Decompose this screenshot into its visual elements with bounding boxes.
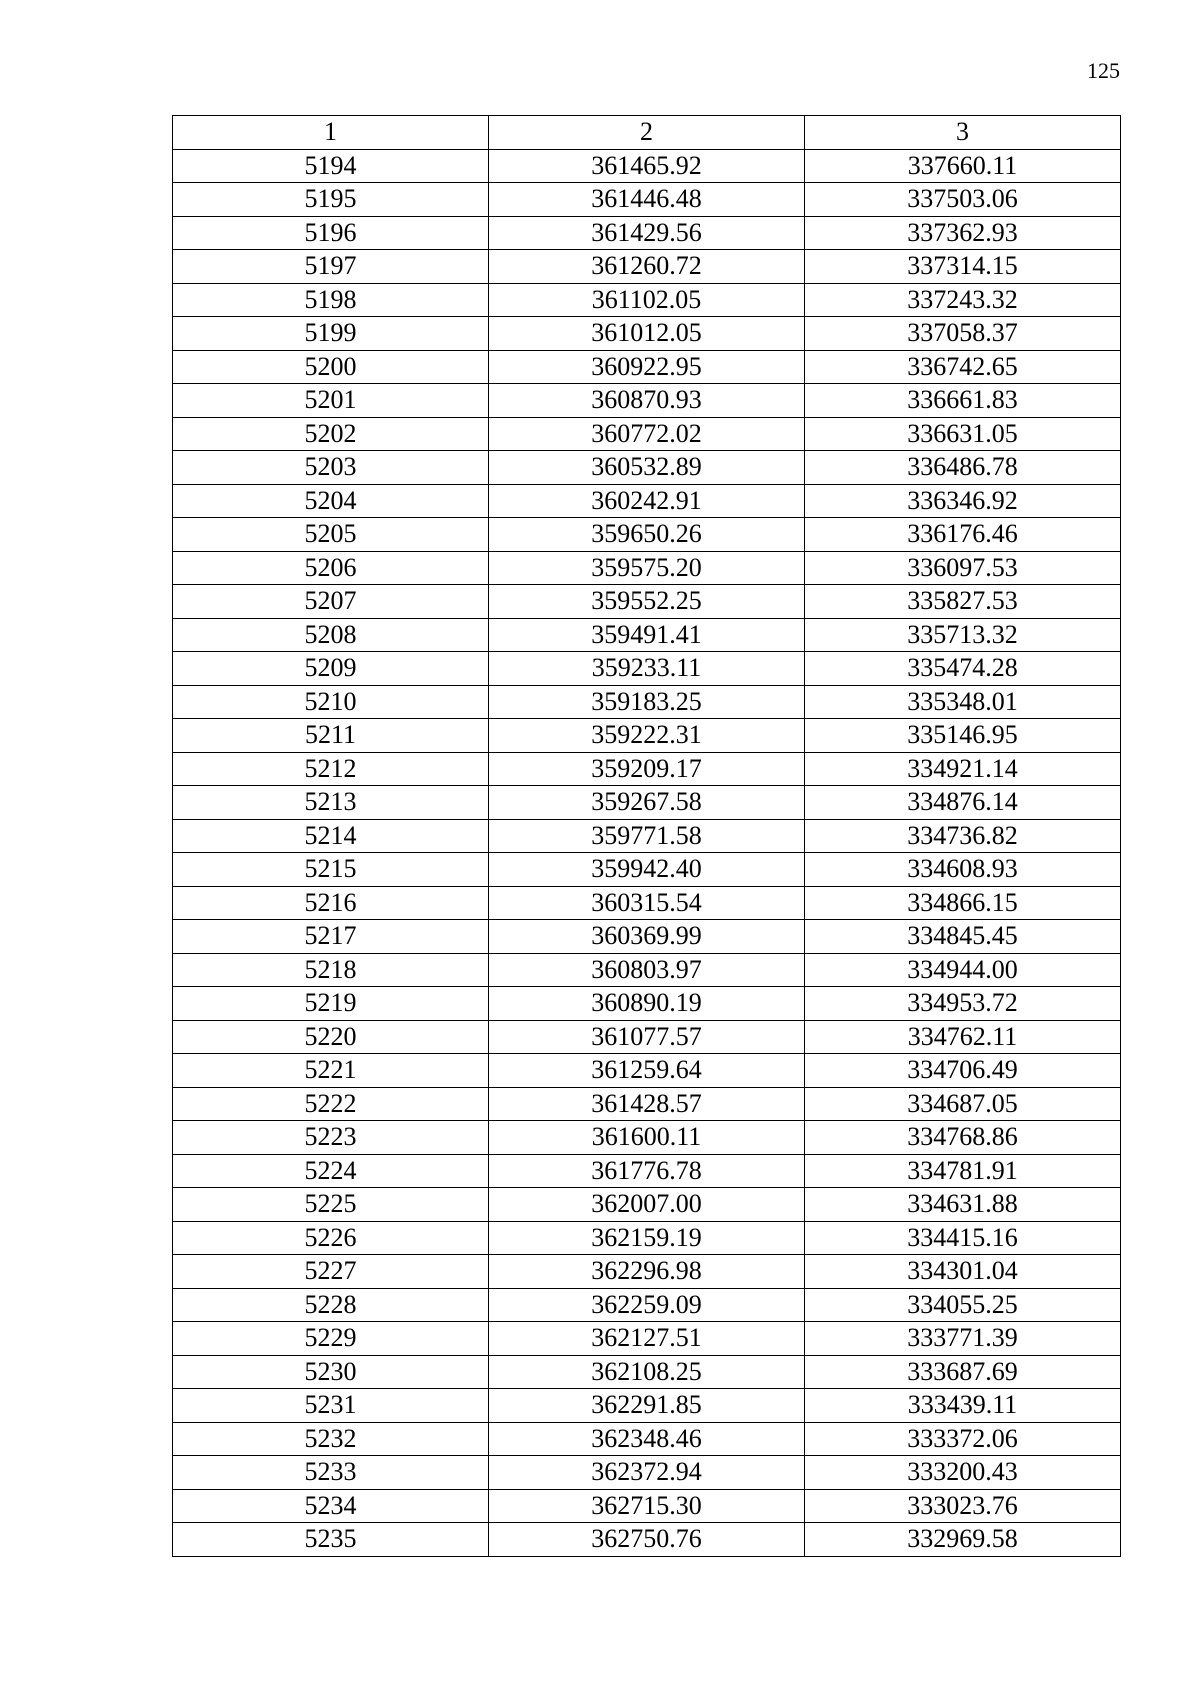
y-coordinate-cell: 334768.86	[805, 1121, 1121, 1155]
y-coordinate-cell: 333439.11	[805, 1389, 1121, 1423]
table-row	[173, 1322, 1121, 1356]
table-row	[173, 1456, 1121, 1490]
point-number-cell: 5222	[173, 1087, 489, 1121]
x-coordinate-cell: 361012.05	[489, 317, 805, 351]
table-row	[173, 149, 1121, 183]
y-coordinate-cell: 336176.46	[805, 518, 1121, 552]
x-coordinate-cell: 361429.56	[489, 216, 805, 250]
y-coordinate-cell: 336661.83	[805, 384, 1121, 418]
point-number-cell: 5218	[173, 953, 489, 987]
x-coordinate-cell: 362291.85	[489, 1389, 805, 1423]
y-coordinate-cell: 336097.53	[805, 551, 1121, 585]
point-number-cell: 5203	[173, 451, 489, 485]
point-number-cell: 5210	[173, 685, 489, 719]
table-row	[173, 585, 1121, 619]
table-row	[173, 618, 1121, 652]
x-coordinate-cell: 361102.05	[489, 283, 805, 317]
y-coordinate-cell: 335827.53	[805, 585, 1121, 619]
table-row	[173, 819, 1121, 853]
x-coordinate-cell: 362372.94	[489, 1456, 805, 1490]
table-row	[173, 1389, 1121, 1423]
y-coordinate-cell: 333200.43	[805, 1456, 1121, 1490]
x-coordinate-cell: 360242.91	[489, 484, 805, 518]
point-number-cell: 5199	[173, 317, 489, 351]
point-number-cell: 5232	[173, 1422, 489, 1456]
point-number-cell: 5233	[173, 1456, 489, 1490]
table-row	[173, 752, 1121, 786]
x-coordinate-cell: 359209.17	[489, 752, 805, 786]
x-coordinate-cell: 362127.51	[489, 1322, 805, 1356]
y-coordinate-cell: 334876.14	[805, 786, 1121, 820]
x-coordinate-cell: 361465.92	[489, 149, 805, 183]
point-number-cell: 5200	[173, 350, 489, 384]
y-coordinate-cell: 334687.05	[805, 1087, 1121, 1121]
x-coordinate-cell: 361428.57	[489, 1087, 805, 1121]
point-number-cell: 5213	[173, 786, 489, 820]
y-coordinate-cell: 336742.65	[805, 350, 1121, 384]
y-coordinate-cell: 332969.58	[805, 1523, 1121, 1557]
table-row	[173, 484, 1121, 518]
table-row	[173, 1422, 1121, 1456]
y-coordinate-cell: 334631.88	[805, 1188, 1121, 1222]
y-coordinate-cell: 334845.45	[805, 920, 1121, 954]
table-row	[173, 1255, 1121, 1289]
point-number-cell: 5234	[173, 1489, 489, 1523]
point-number-cell: 5208	[173, 618, 489, 652]
x-coordinate-cell: 362108.25	[489, 1355, 805, 1389]
x-coordinate-cell: 359222.31	[489, 719, 805, 753]
y-coordinate-cell: 334953.72	[805, 987, 1121, 1021]
table-row	[173, 1054, 1121, 1088]
point-number-cell: 5220	[173, 1020, 489, 1054]
table-row	[173, 853, 1121, 887]
table-row	[173, 1288, 1121, 1322]
table-row	[173, 1188, 1121, 1222]
table-row	[173, 317, 1121, 351]
y-coordinate-cell: 333687.69	[805, 1355, 1121, 1389]
point-number-cell: 5225	[173, 1188, 489, 1222]
x-coordinate-cell: 359183.25	[489, 685, 805, 719]
x-coordinate-cell: 360922.95	[489, 350, 805, 384]
y-coordinate-cell: 334921.14	[805, 752, 1121, 786]
point-number-cell: 5228	[173, 1288, 489, 1322]
table-row	[173, 417, 1121, 451]
y-coordinate-cell: 333372.06	[805, 1422, 1121, 1456]
x-coordinate-cell: 359650.26	[489, 518, 805, 552]
point-number-cell: 5209	[173, 652, 489, 686]
x-coordinate-cell: 361077.57	[489, 1020, 805, 1054]
column-header-2: 2	[489, 116, 805, 150]
x-coordinate-cell: 360369.99	[489, 920, 805, 954]
x-coordinate-cell: 360772.02	[489, 417, 805, 451]
y-coordinate-cell: 334762.11	[805, 1020, 1121, 1054]
x-coordinate-cell: 362296.98	[489, 1255, 805, 1289]
y-coordinate-cell: 334301.04	[805, 1255, 1121, 1289]
x-coordinate-cell: 362159.19	[489, 1221, 805, 1255]
point-number-cell: 5224	[173, 1154, 489, 1188]
y-coordinate-cell: 335348.01	[805, 685, 1121, 719]
point-number-cell: 5231	[173, 1389, 489, 1423]
point-number-cell: 5226	[173, 1221, 489, 1255]
y-coordinate-cell: 334706.49	[805, 1054, 1121, 1088]
point-number-cell: 5215	[173, 853, 489, 887]
y-coordinate-cell: 334781.91	[805, 1154, 1121, 1188]
point-number-cell: 5211	[173, 719, 489, 753]
point-number-cell: 5235	[173, 1523, 489, 1557]
point-number-cell: 5204	[173, 484, 489, 518]
table-row	[173, 216, 1121, 250]
x-coordinate-cell: 361776.78	[489, 1154, 805, 1188]
table-body	[173, 149, 1121, 1556]
x-coordinate-cell: 361600.11	[489, 1121, 805, 1155]
x-coordinate-cell: 361260.72	[489, 250, 805, 284]
x-coordinate-cell: 362259.09	[489, 1288, 805, 1322]
y-coordinate-cell: 337058.37	[805, 317, 1121, 351]
table-row	[173, 953, 1121, 987]
y-coordinate-cell: 333771.39	[805, 1322, 1121, 1356]
y-coordinate-cell: 335474.28	[805, 652, 1121, 686]
x-coordinate-cell: 359575.20	[489, 551, 805, 585]
table-row	[173, 1523, 1121, 1557]
x-coordinate-cell: 361259.64	[489, 1054, 805, 1088]
table-row	[173, 1087, 1121, 1121]
table-row	[173, 1121, 1121, 1155]
x-coordinate-cell: 359552.25	[489, 585, 805, 619]
y-coordinate-cell: 334055.25	[805, 1288, 1121, 1322]
point-number-cell: 5197	[173, 250, 489, 284]
point-number-cell: 5201	[173, 384, 489, 418]
point-number-cell: 5216	[173, 886, 489, 920]
point-number-cell: 5195	[173, 183, 489, 217]
x-coordinate-cell: 359491.41	[489, 618, 805, 652]
column-header-1: 1	[173, 116, 489, 150]
x-coordinate-cell: 361446.48	[489, 183, 805, 217]
x-coordinate-cell: 360890.19	[489, 987, 805, 1021]
point-number-cell: 5207	[173, 585, 489, 619]
table-row	[173, 384, 1121, 418]
table-row	[173, 786, 1121, 820]
table-row	[173, 451, 1121, 485]
page-number: 125	[1087, 58, 1120, 83]
y-coordinate-cell: 334415.16	[805, 1221, 1121, 1255]
point-number-cell: 5214	[173, 819, 489, 853]
table-row	[173, 250, 1121, 284]
x-coordinate-cell: 359942.40	[489, 853, 805, 887]
column-header-3: 3	[805, 116, 1121, 150]
x-coordinate-cell: 359267.58	[489, 786, 805, 820]
table-row	[173, 1489, 1121, 1523]
point-number-cell: 5196	[173, 216, 489, 250]
table-row	[173, 183, 1121, 217]
point-number-cell: 5229	[173, 1322, 489, 1356]
x-coordinate-cell: 360315.54	[489, 886, 805, 920]
y-coordinate-cell: 337503.06	[805, 183, 1121, 217]
table-row	[173, 1154, 1121, 1188]
x-coordinate-cell: 362007.00	[489, 1188, 805, 1222]
y-coordinate-cell: 335146.95	[805, 719, 1121, 753]
y-coordinate-cell: 334736.82	[805, 819, 1121, 853]
table-row	[173, 987, 1121, 1021]
point-number-cell: 5202	[173, 417, 489, 451]
point-number-cell: 5194	[173, 149, 489, 183]
table-row	[173, 920, 1121, 954]
y-coordinate-cell: 334608.93	[805, 853, 1121, 887]
table-row	[173, 518, 1121, 552]
table-header-row	[173, 116, 1121, 150]
x-coordinate-cell: 359233.11	[489, 652, 805, 686]
y-coordinate-cell: 334866.15	[805, 886, 1121, 920]
table-row	[173, 1221, 1121, 1255]
y-coordinate-cell: 337660.11	[805, 149, 1121, 183]
table-row	[173, 1355, 1121, 1389]
point-number-cell: 5205	[173, 518, 489, 552]
y-coordinate-cell: 334944.00	[805, 953, 1121, 987]
table-row	[173, 886, 1121, 920]
coordinates-table	[172, 115, 1121, 1557]
x-coordinate-cell: 360803.97	[489, 953, 805, 987]
x-coordinate-cell: 362715.30	[489, 1489, 805, 1523]
y-coordinate-cell: 333023.76	[805, 1489, 1121, 1523]
table-row	[173, 350, 1121, 384]
x-coordinate-cell: 362348.46	[489, 1422, 805, 1456]
x-coordinate-cell: 362750.76	[489, 1523, 805, 1557]
y-coordinate-cell: 337243.32	[805, 283, 1121, 317]
x-coordinate-cell: 360870.93	[489, 384, 805, 418]
table-row	[173, 719, 1121, 753]
point-number-cell: 5230	[173, 1355, 489, 1389]
point-number-cell: 5198	[173, 283, 489, 317]
table-row	[173, 652, 1121, 686]
table-row	[173, 283, 1121, 317]
x-coordinate-cell: 360532.89	[489, 451, 805, 485]
x-coordinate-cell: 359771.58	[489, 819, 805, 853]
y-coordinate-cell: 336346.92	[805, 484, 1121, 518]
y-coordinate-cell: 337314.15	[805, 250, 1121, 284]
point-number-cell: 5221	[173, 1054, 489, 1088]
point-number-cell: 5223	[173, 1121, 489, 1155]
table-row	[173, 1020, 1121, 1054]
point-number-cell: 5206	[173, 551, 489, 585]
table-row	[173, 551, 1121, 585]
y-coordinate-cell: 336486.78	[805, 451, 1121, 485]
point-number-cell: 5227	[173, 1255, 489, 1289]
y-coordinate-cell: 337362.93	[805, 216, 1121, 250]
point-number-cell: 5212	[173, 752, 489, 786]
y-coordinate-cell: 335713.32	[805, 618, 1121, 652]
point-number-cell: 5219	[173, 987, 489, 1021]
point-number-cell: 5217	[173, 920, 489, 954]
y-coordinate-cell: 336631.05	[805, 417, 1121, 451]
table-row	[173, 685, 1121, 719]
